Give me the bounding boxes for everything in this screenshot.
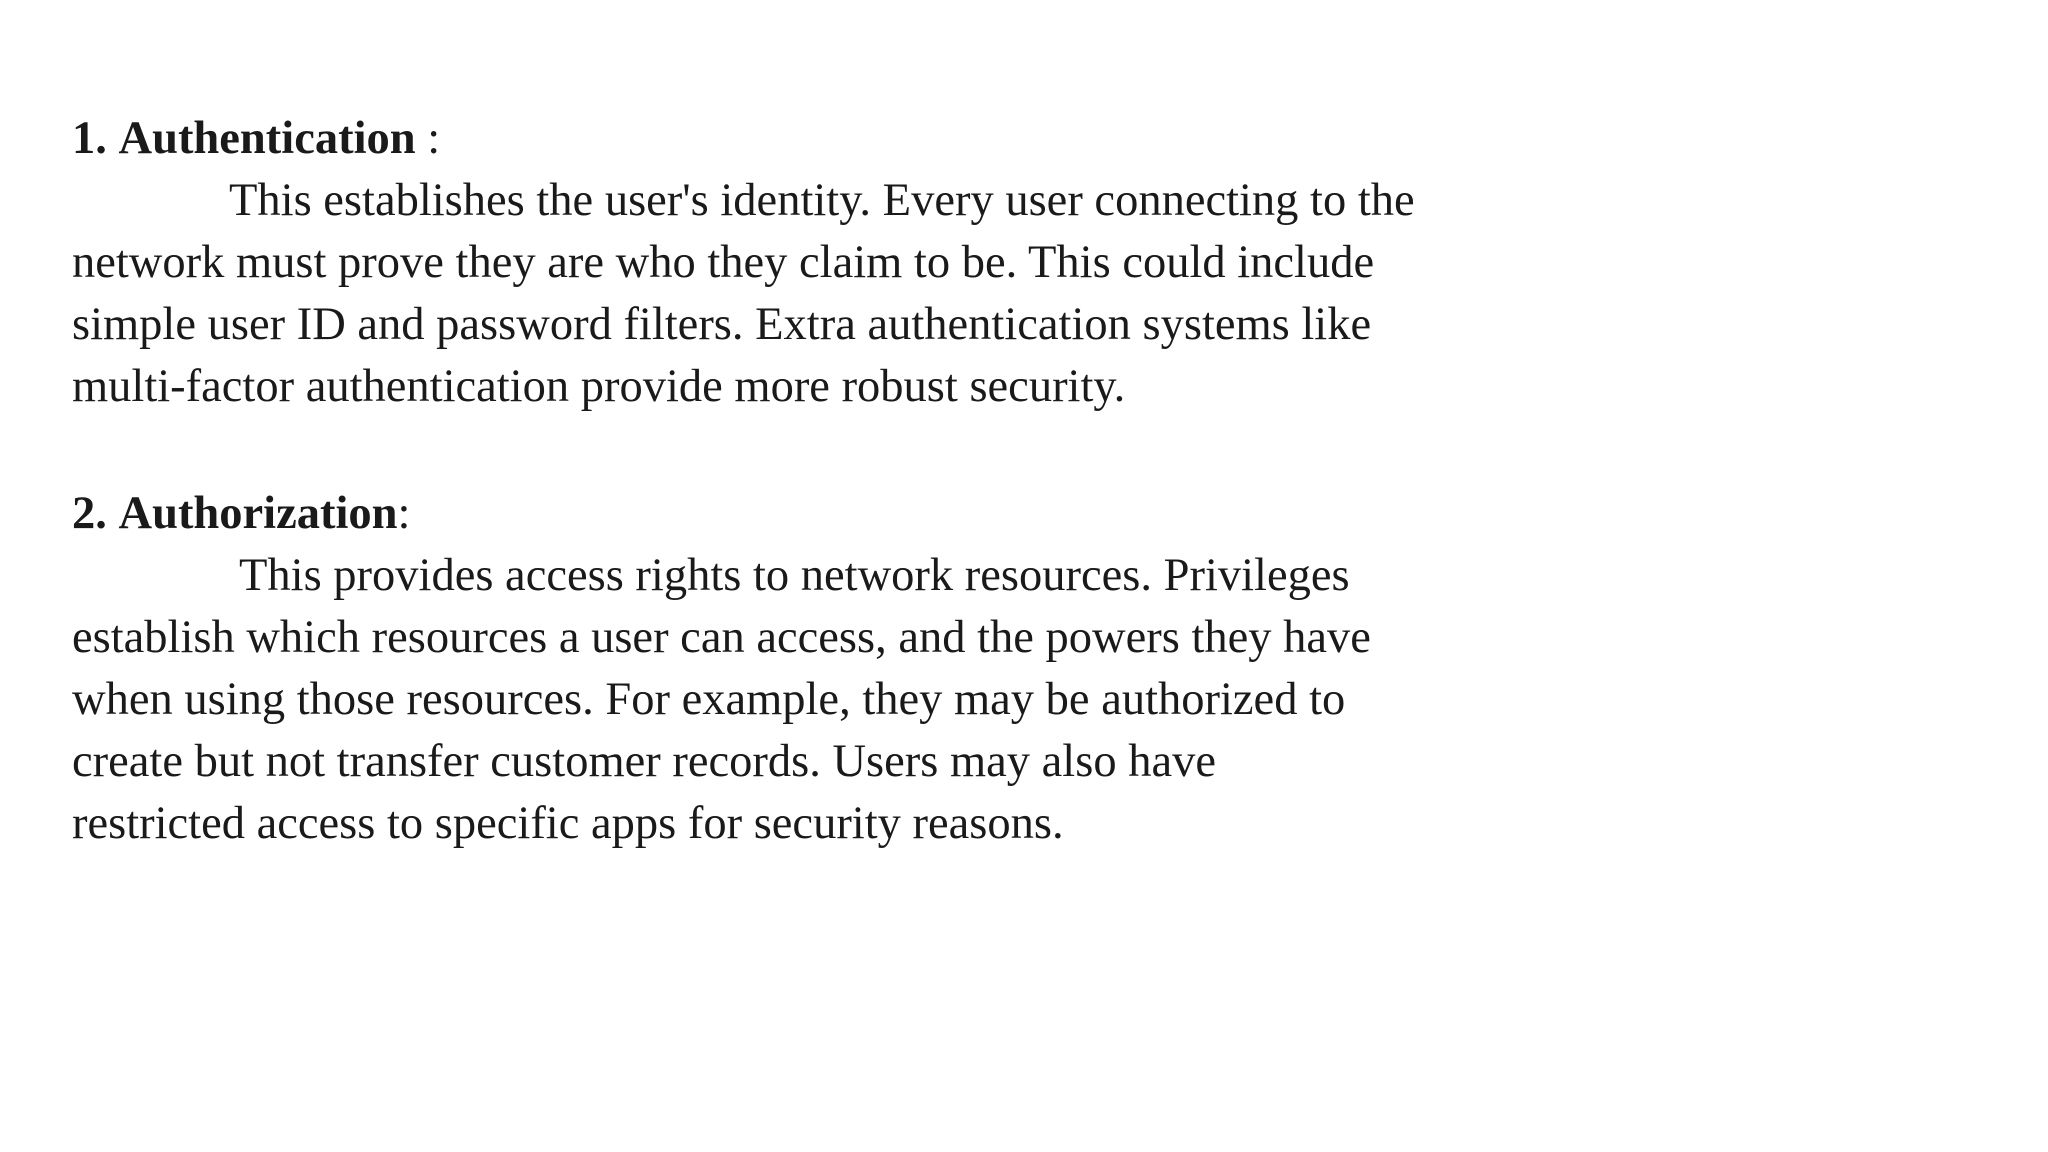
section-authorization (72, 483, 1572, 855)
section-heading (72, 108, 1572, 170)
heading-number: 1. (72, 113, 107, 164)
paragraph-line: restricted access to specific apps for security reasons. (72, 798, 1064, 849)
paragraph-line: multi-factor authentication provide more robust security. (72, 361, 1126, 412)
section-authentication (72, 108, 1572, 418)
heading-title: Authentication (118, 113, 416, 164)
paragraph-line: simple user ID and password filters. Extra authentication systems like (72, 299, 1372, 350)
paragraph-line: create but not transfer customer records. Users may also have (72, 736, 1216, 787)
paragraph-line: network must prove they are who they claim to be. This could include (72, 237, 1375, 288)
paragraph-line: This provides access rights to network resources. Privileges (239, 550, 1350, 601)
heading-suffix: : (415, 113, 441, 164)
section-heading (72, 483, 1572, 545)
paragraph-line: This establishes the user's identity. Every user connecting to the (229, 175, 1415, 226)
paragraph-line: establish which resources a user can access, and the powers they have (72, 612, 1371, 663)
heading-number: 2. (72, 488, 107, 539)
heading-title: Authorization (118, 488, 398, 539)
heading-suffix: : (397, 488, 411, 539)
paragraph-line: when using those resources. For example, they may be authorized to (72, 674, 1346, 725)
